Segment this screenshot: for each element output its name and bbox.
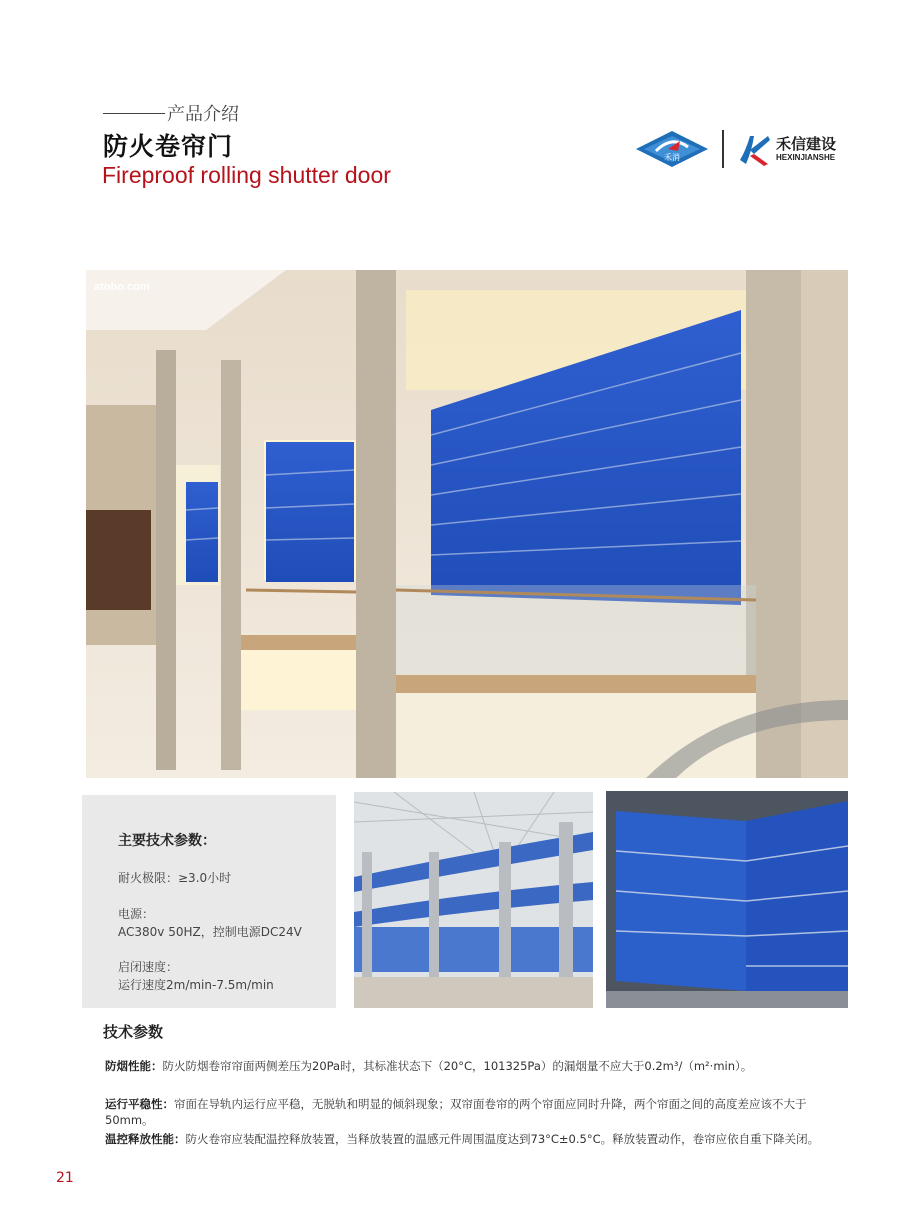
- logo-divider: [722, 130, 724, 168]
- section-label-text: 产品介绍: [167, 104, 239, 125]
- brand-text: [776, 136, 836, 163]
- section-dash: [103, 113, 165, 114]
- atrium-photo: [354, 792, 593, 1008]
- hexiao-logo-icon: [634, 129, 710, 169]
- shutter-wall-photo: [606, 791, 848, 1008]
- brand-name-cn: 禾信建设: [776, 134, 837, 153]
- thermal-label: 温控释放性能：: [105, 1132, 186, 1146]
- smoke-label: 防烟性能：: [105, 1059, 163, 1073]
- main-shutter-photo: [86, 270, 848, 778]
- smoke-performance: [105, 1058, 845, 1074]
- spec-heading: 主要技术参数：: [118, 833, 216, 849]
- hexin-logo-icon: [736, 130, 772, 168]
- stability-label: 运行平稳性：: [105, 1097, 174, 1111]
- photo-watermark: atobo.com: [94, 281, 150, 293]
- stability-performance: [105, 1096, 845, 1128]
- thermal-text: 防火卷帘应装配温控释放装置，当释放装置的温感元件周围温度达到73°C±0.5°C。释放装置动作，卷帘应依自重下降关闭。: [185, 1132, 820, 1146]
- page-number: 21: [56, 1170, 74, 1186]
- page-title-cn: 防火卷帘门: [103, 132, 234, 161]
- spec-fire-limit: 耐火极限：≥3.0小时: [118, 871, 232, 885]
- smoke-text: 防火防烟卷帘帘面两侧差压为20Pa时，其标准状态下（20°C，101325Pa）的漏烟量不应大于0.2m³/（m²·min）。: [162, 1059, 753, 1073]
- section-label: [103, 100, 239, 126]
- thermal-release-performance: [105, 1131, 845, 1147]
- stability-text: 帘面在导轨内运行应平稳，无脱轨和明显的倾斜现象；双帘面卷帘的两个帘面应同时升降，两个帘面之间的高度差应该不大于50mm。: [105, 1097, 807, 1127]
- spec-power-label: 电源：: [118, 907, 155, 921]
- page-title-en: Fireproof rolling shutter door: [102, 162, 391, 188]
- spec-speed-value: 运行速度2m/min-7.5m/min: [118, 978, 274, 992]
- spec-speed-label: 启闭速度：: [118, 960, 179, 974]
- logo-group: [634, 125, 854, 173]
- brand-name-en: HEXINJIANSHE: [776, 152, 836, 162]
- hexiao-logo-text: 禾消: [664, 153, 680, 162]
- tech-title: 技术参数: [103, 1023, 164, 1041]
- spec-power-value: AC380v 50HZ，控制电源DC24V: [118, 925, 302, 939]
